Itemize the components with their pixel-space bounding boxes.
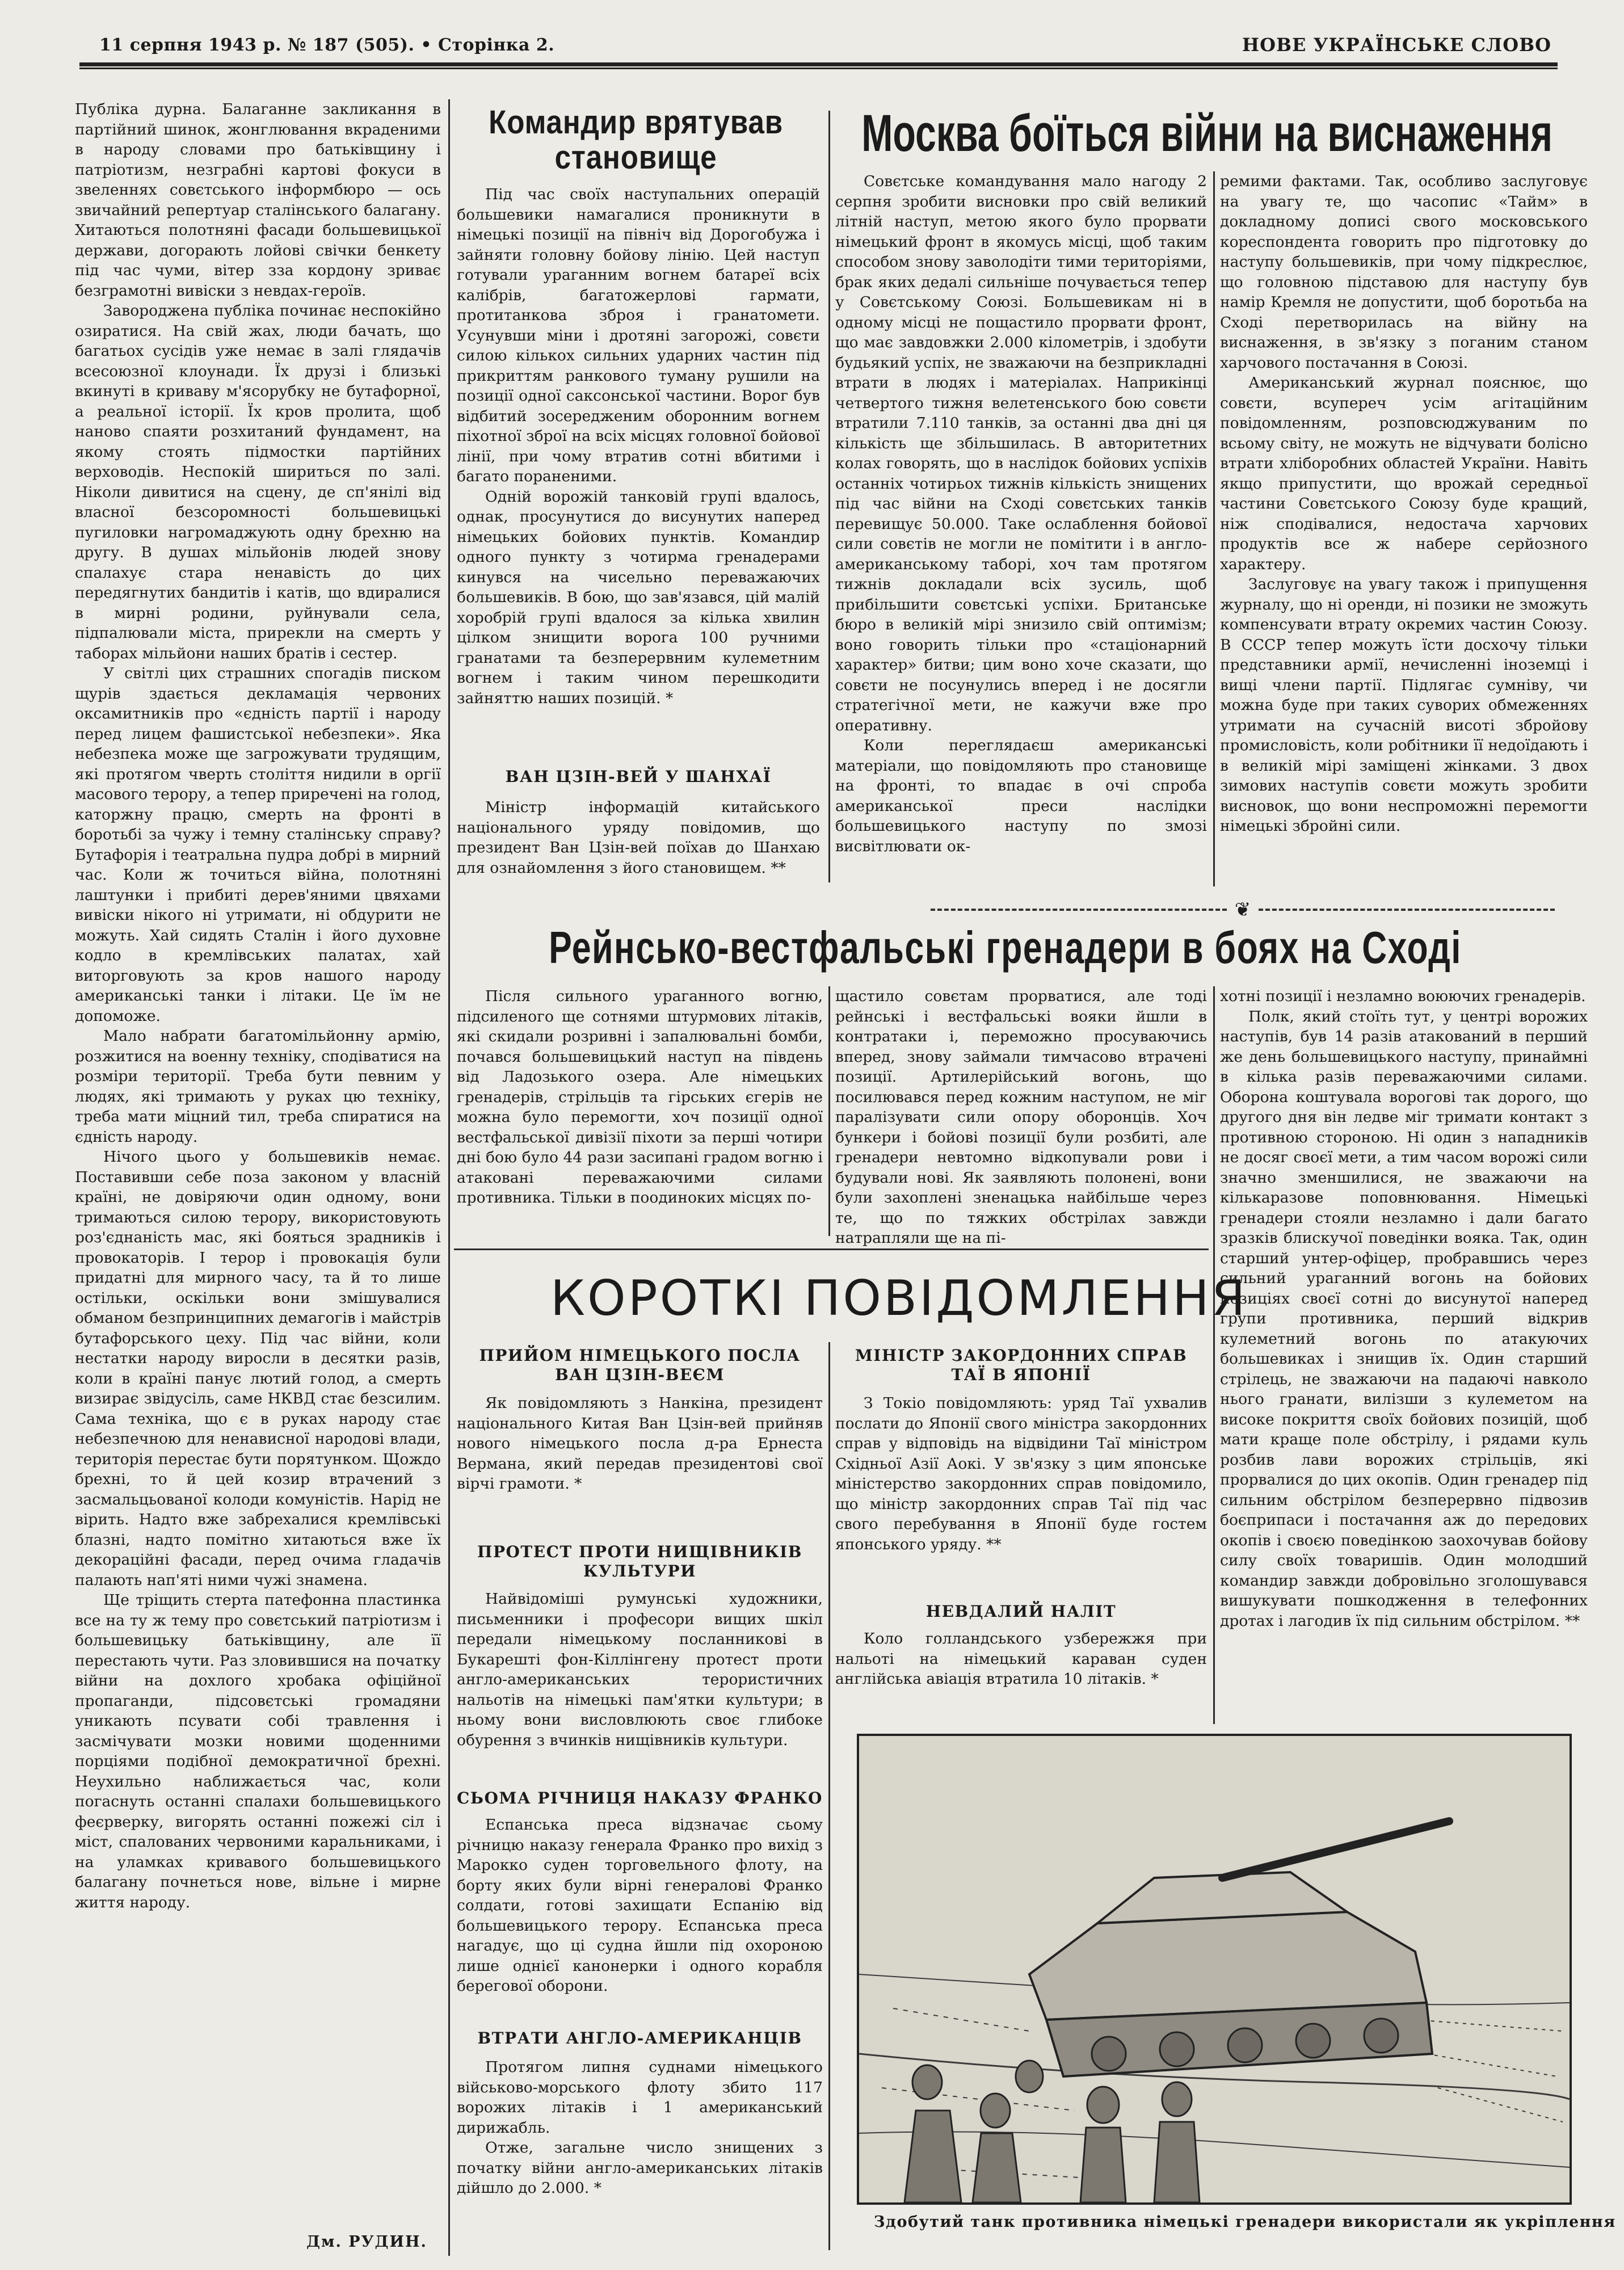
masthead-title: НОВЕ УКРАЇНСЬКЕ СЛОВО <box>1242 34 1551 56</box>
column-rule <box>1213 986 1215 1724</box>
paragraph: ремими фактами. Так, особливо заслуговує на увагу те, що часопис «Тайм» в докладному дописі свого московського кореспондента говорить про підготовку до наступу большевиків, при чому підкреслює, що головною підставою для наступу був намір Кремля не допустити, щоб боротьба на Сході перетворилась на війну на виснаження, в зв'язку з поганим станом харчового постачання в Союзі. <box>1220 173 1588 372</box>
news-item <box>457 1589 823 1750</box>
paragraph: Американський журнал пояснює, що совєти, всупереч усім агітаційним повідомленням, розповсюджуваним по всьому світу, не можуть не відчувати болісно втрати хліборобних областей України. Навіть якщо припустити, що врожай середньої частини Совєтського Союзу буде кращий, ніж сподівалися, недостача харчових продуктів все ж набере серйозного характеру. <box>1220 374 1588 573</box>
paragraph: Совєтське командування мало нагоду 2 серпня зробити висновки про свій великий літній наступ, метою якого було прорвати німецький фронт в якомусь місці, щоб таким способом знову заволодіти тими територіями, брак яких дедалі сильніше почувається тепер у Совєтському Союзі. Большевикам ні в одному місці не пощастило прорвати фронт, що має завдовжки 2.000 кілометрів, і здобути будьякий успіх, не зважаючи на безприкладні втрати в людях і матеріалах. Наприкінці четвертого тижня велетенського бою совєти втратили 7.110 танків, за останні два дні ця кількість ще збільшилась. В авторитетних колах говорять, що в наслідок бойових успіхів останніх чотирьох тижнів кількість знищених під час війни на Сході совєтських танків перевищує 50.000. Таке ослаблення бойової сили совєтів не могли не помітити і в англо-американському таборі, хоч там протягом тижнів докладали всіх зусиль, щоб прибільшити совєтські успіхи. Британське бюро в великій мірі знизило свій оптимізм; воно говорить тільки про «стаціонарний характер» битви; цим воно хоче сказати, що совєти не посунулись вперед і не досягли стратегічної мети, не кажучи вже про оперативну. <box>835 173 1207 734</box>
paragraph: Під час своїх наступальних операцій большевики намагалися проникнути в німецькі позиції на північ від Дорогобужа і зайняти головну бойову лінію. Цей наступ готували ураганним вогнем батареї всіх калібрів, багатожерлові гармати, протитанкова зброя і гранатомети. Усунувши міни і дротяні загорожі, совєти силою кількох сильних ударних частин під прикриттям ранкового туману рушили на позиції одної саксонської частини. Ворог був відбитий зосередженим оборонним вогнем піхотної зброї на всіх місцях головної бойової лінії, при чому втратив сотні вбитими і багато пораненими. <box>457 186 820 485</box>
paragraph: Одній ворожій танковій групі вдалось, однак, просунутися до висунутих наперед німецьких бойових пунктів. Командир одного пункту з чотирма гренадерами кинувся на чисельно переважаючих большевиків. В бою, що зав'язався, цій малій хоробрій групі вдалося за кілька хвилин цілком знищити ворога 100 ручними гранатами та безперервним кулеметним вогнем і таким чином перешкодити зайняттю наших позицій. * <box>457 487 820 707</box>
moscow-col-2 <box>1220 171 1588 836</box>
paragraph: Після сильного ураганного вогню, підсиленого ще сотнями штурмових літаків, які скидали розривні і запалювальні бомби, почався большевицький наступ на південь від Ладозького озера. Але німецьких гренадерів, стрільців та гірських єгерів не можна було перемогти, хоч позиції одної вестфальської дивізії піхоти за перші чотири дні бою було 44 рази засипані градом вогню і атаковані переважаючими силами противника. Тільки в поодиноких місцях по- <box>457 987 823 1207</box>
paragraph: Заслуговує на увагу також і припущення журналу, що ні оренди, ні позики не зможуть компенсувати втрату окремих частин Союзу. В СССР тепер можуть їсти досхочу тільки представники армії, нечисленні іноземці і вищі члени партії. Підлягає сумніву, чи можна буде при таких суворих обмеженнях утримати на сучасній висоті збройову промисловість, коли робітники її недоїдають і в великій мірі заміщені жінками. З двох зимових наступів совєти можуть зробити висновок, що вони неспроможні перемогти німецькі збройні сили. <box>1220 575 1588 835</box>
moscow-col-1 <box>835 171 1207 856</box>
column-rule <box>828 111 830 882</box>
commander-headline: Командир врятував становище <box>489 104 784 176</box>
news-headline: ПРОТЕСТ ПРОТИ НИЩІВНИКІВ КУЛЬТУРИ <box>477 1542 802 1580</box>
paragraph: Як повідомляють з Нанкіна, президент національного Китая Ван Цзін-вей прийняв нового німецького посла д-ра Ернеста Вермана, який передав президентові свої вірчі грамоти. * <box>457 1394 823 1493</box>
paragraph: Коли переглядаєш американські матеріали, що повідомляють про становище на фронті, то впадає в очі спроба американської преси наслідки большевицького наступу по змозі висвітлювати ок- <box>835 737 1207 855</box>
commander-headline-box <box>454 105 823 175</box>
photo-frame <box>857 1734 1572 2205</box>
paragraph: хотні позиції і незламно воюючих гренадерів. <box>1220 987 1586 1005</box>
section-rule <box>454 1248 1209 1250</box>
paragraph: Коло голландського узбережжя при нальоті на німецький караван суден англійська авіація втратила 10 літаків. * <box>835 1630 1207 1688</box>
grenadiers-col-2 <box>835 986 1207 1248</box>
column-rule <box>828 1342 830 2250</box>
photo-caption: Здобутий танк противника німецькі гренадери використали як укріплення <box>874 2213 1616 2231</box>
column-rule <box>448 99 450 2256</box>
paragraph: Ще тріщить стерта патефонна пластинка все на ту ж тему про совєтський патріотизм і большевицьку батьківщину, але її перестають чути. Раз зловившися на початку війни на дохлого хробака офіційної пропаганди, підсовєтські громадяни уникають псувати собі травлення і засмічувати мозки новими щоденними порціями подібної демократичної брехні. Неухильно наближається час, коли погаснуть останні спалахи большевицького феєрверку, вигорять останні пожежі сіл і міст, спалованих червоними каральниками, і на уламках кривавого большевицького балагану почнеться нове, вільне і мирне життя народу. <box>75 1591 441 1911</box>
article-left <box>75 99 441 1912</box>
column-rule <box>1213 171 1215 886</box>
moscow-headline: Москва боїться війни на виснаження <box>861 105 1553 162</box>
news-item <box>835 1393 1207 1554</box>
news-item <box>457 1393 823 1494</box>
paragraph: У світлі цих страшних спогадів писком щурів здається декламація червоних оксамитників про «єдність партії і народу перед лицем фашистської небезпеки». Яка небезпека може ще загрожувати трудящим, які протягом чверть століття нидили в оргії масового терору, а тепер приречені на голод, каторжну працю, смерть на фронті в боротьбі за чужу і темну сталінську справу? Бутафорія і театральна пудра добрі в мирний час. Коли ж точиться війна, полотняні лаштунки і прибиті дерев'яними цвяхами вивіски нікого ні утримати, ні обдурити не можуть. Хай сидять Сталін і його духовне кодло в кремлівських палатах, хай виторговують за кров нашого народу американські танки і літаки. Це їм не допоможе. <box>75 665 441 1025</box>
moscow-headline-box <box>837 105 1558 167</box>
paragraph: Еспанська преса відзначає сьому річницю наказу генерала Франко про вихід з Марокко суден торговельного флоту, на борту яких були вірні генералові Франко солдати, готові захищати Еспанію від большевицького терору. Еспанська преса нагадує, що ці судна йшли під охороною лише однієї канонерки і одного корабля берегової оборони. <box>457 1816 823 1995</box>
news-item <box>457 1815 823 1996</box>
byline: Дм. РУДИН. <box>306 2233 427 2251</box>
wang-headline: ВАН ЦЗІН-ВЕЙ У ШАНХАЇ <box>505 767 772 786</box>
news-headline: ПРИЙОМ НІМЕЦЬКОГО ПОСЛА ВАН ЦЗІН-ВЕЄМ <box>479 1346 801 1384</box>
ornament-divider: ❦ <box>931 901 1555 918</box>
news-headline: ВТРАТИ АНГЛО-АМЕРИКАНЦІВ <box>477 2029 802 2048</box>
grenadiers-col-3 <box>1220 986 1588 1631</box>
paragraph: Завороджена публіка починає неспокійно озиратися. На свій жах, люди бачать, що багатьох сусідів уже немає в залі глядачів всесоюзної клоунади. Їх друзі і близькі вкинуті в криваву м'ясорубку не бутафорної, а реальної історії. Їх кров пролита, щоб наново спаяти розхитаний фундамент, на якому стоять підмостки партійних верховодів. Неспокій шириться по залі. Ніколи дивитися на сцену, де сп'янілі від власної безсоромності большевицькі пугиловки нагромаджують одну брехню на другу. В душах мільйонів людей знову спалахує стара ненавість до цих передягнутих бандитів і катів, що вдиралися в мирні родини, руйнували села, підпалювали міста, прирекли на смерть у таборах мільйони наших братів і сестер. <box>75 302 441 662</box>
issue-line: 11 серпня 1943 р. № 187 (505). • Сторінка 2. <box>99 35 555 55</box>
news-headline: НЕВДАЛИЙ НАЛІТ <box>925 1602 1117 1621</box>
news-item <box>835 1629 1207 1689</box>
grenadiers-headline-box <box>454 922 1583 979</box>
paragraph: Нічого цього у большевиків немає. Поставивши себе поза законом у власній країні, не довіряючи один одному, вони тримаються силою терору, використовують роз'єднаність мас, які бояться зрадників і провокаторів. І терор і провокація були придатні для мирного часу, та й то лише остільки, оскільки вони змішувалися обманом безпринципних демагогів і майстрів бутафорського цеху. Під час війни, коли нестатки народу виросли в десятки разів, коли в країні панує лютий голод, а смерть визирає звідусіль, саме НКВД стає безсилим. Сама техніка, що є в руках народу стає небезпечною для ненависної народові влади, територія перестає бути порятунком. Щождо брехні, то й цей козир втрачений з засмальцьованої колоди комуністів. Нарід не вірить. Надто вже забрехалися кремлівські блазні, надто помітно хитаються вже їх декораційні фасади, перед очима гладачів палають нап'яті ними чужі знамена. <box>75 1148 441 1589</box>
grenadiers-headline: Рейнсько-вестфальські гренадери в боях на Сході <box>549 922 1462 973</box>
news-headline: СЬОМА РІЧНИЦЯ НАКАЗУ ФРАНКО <box>457 1789 823 1807</box>
paragraph: З Токіо повідомляють: уряд Таї ухвалив послати до Японії свого міністра закордонних справ у відповідь на відвідини Таї міністром Східньої Азії Аокі. У зв'язку з цим японське міністерство закордонних справ повідомило, що міністр закордонних справ Таї під час свого перебування в Японії буде гостем японського уряду. ** <box>835 1394 1207 1553</box>
paragraph: Полк, який стоїть тут, у центрі ворожих наступів, був 14 разів атакований в перший же день большевицького наступу, принаймні в кілька разів переважаючими силами. Оборона коштувала ворогові так дорого, що другого дня він ледве міг тримати контакт з противною стороною. Ні один з нападників не досяг своєї мети, а тим часом ворожі сили значно зменшилися, не зважаючи на кількаразове поповнювання. Німецькі гренадери стояли незламно і дали багато зразків блискучої поведінки вояка. Так, один старший унтер-офіцер, пробравшись через сильний ураганний вогонь на бойових позиціях своєї сотні до висунутої наперед групи противника, перший відкрив кулеметний вогонь по атакуючих большевиках і знищив їх. Один старший стрілець, не зважаючи на падаючі навколо нього гранати, вилізши з кулеметом на високе покриття своїх бойових позицій, щоб мати краще поле обстрілу, і рядами куль розбив лави ворожих стрільців, які прорвалися до цих окопів. Один гренадер під сильним обстрілом безперервно підвозив боєприпаси і постачання аж до передових окопів і своєю поведінкою заохочував бойову силу своїх товаришів. Один молодший командир завжди добровільно зголошувався вишукувати пошкодження в телефонних дротах і лагодив їх під сильним обстрілом. ** <box>1220 1007 1588 1630</box>
column-rule <box>828 986 830 1236</box>
short-news-title: КОРОТКІ ПОВІДОМЛЕННЯ <box>550 1270 1248 1327</box>
article-wang <box>457 797 820 878</box>
paragraph: Найвідоміші румунські художники, письменники і професори вищих шкіл передали німецькому посланникові в Букарешті фон-Кіллінгену протест проти англо-американських терористичних нальотів на німецькі пам'ятки культури; в ньому вони висловлюють своє глибоке обурення з вчинків нищівників культури. <box>457 1590 823 1749</box>
tank-illustration <box>859 1736 1570 2202</box>
paragraph: щастило совєтам прорватися, але тоді рейнські і вестфальські вояки йшли в контратаки і, переможно просуваючись вперед, знову займали тимчасово втрачені позиції. Артилерійський вогонь, що посилювався перед кожним наступом, не міг паралізувати сили опору оборонців. Хоч бункери і бойові позиції були розбиті, але гренадери невтомно відкопували рови і будували нові. Як заявляють полонені, вони були захоплені зненацька найбільше через те, що по тяжких обстрілах завжди натрапляли ще на пі- <box>835 987 1207 1247</box>
paragraph: Публіка дурна. Балаганне закликання в партійний шинок, жонглювання вкраденими в народу словами про батьківщину і патріотизм, незграбні картові фокуси в звеленнях совєтського інформбюро — ось звичайний репертуар сталінського балагану. Хитаються полотняні фасади большевицької держави, догорають лойові свічки бенкету під час чуми, вітер зза кордону зриває безграмотні вивіски з невдах-героїв. <box>75 100 441 300</box>
header-rule <box>79 62 1558 69</box>
paragraph: Мало набрати багатомільйонну армію, розжитися на военну техніку, сподіватися на розміри території. Треба бути певним у людях, які тримають у руках цю техніку, треба мати міцний тил, треба спиратися на єдність народу. <box>75 1027 441 1146</box>
paragraph: Протягом липня суднами німецького військово-морського флоту збито 117 ворожих літаків і 1 американський дирижабль. <box>457 2058 823 2137</box>
paragraph: Отже, загальне число знищених з початку війни англо-американських літаків дійшло до 2.000. * <box>457 2139 823 2197</box>
news-item <box>457 2057 823 2198</box>
article-commander <box>457 184 820 708</box>
grenadiers-col-1 <box>457 986 823 1208</box>
paragraph: Міністр інформацій китайського національного уряду повідомив, що президент Ван Цзін-вей поїхав до Шанхаю для ознайомлення з його становищем. ** <box>457 798 820 877</box>
news-headline: МІНІСТР ЗАКОРДОННИХ СПРАВ ТАЇ В ЯПОНІЇ <box>855 1346 1188 1384</box>
